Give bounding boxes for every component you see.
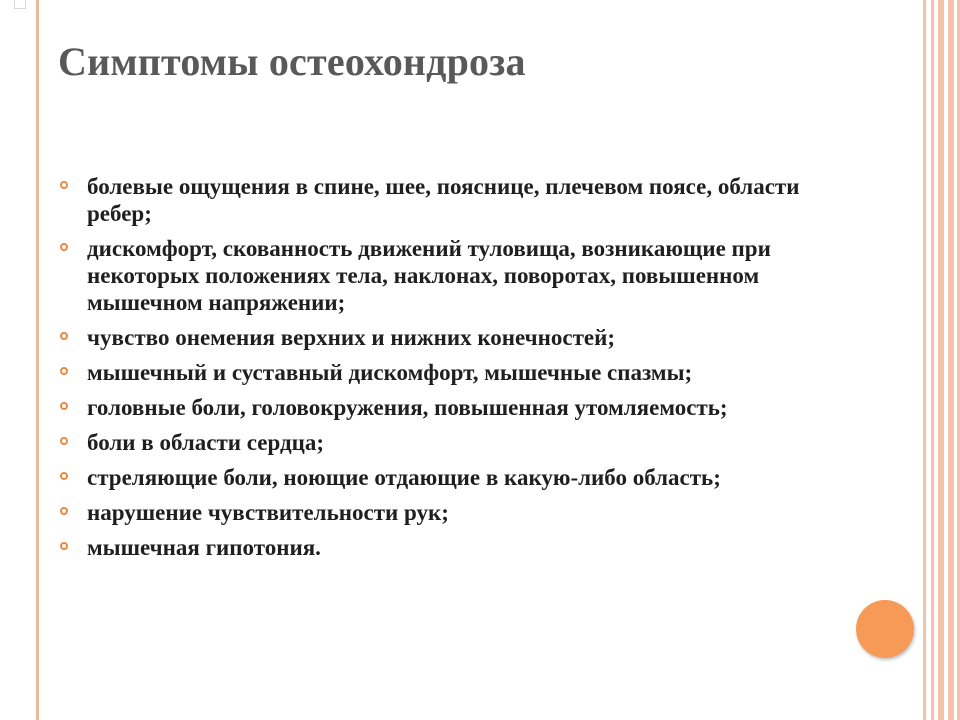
list-item [58,534,828,561]
list-item [58,394,828,421]
orange-ring-bullet-icon [60,472,68,480]
orange-circle-decoration [856,600,914,658]
list-item [58,324,828,351]
stripe [938,0,944,720]
list-item [58,173,828,227]
list-item [58,464,828,491]
orange-ring-bullet-icon [60,402,68,410]
left-border-line [36,0,39,720]
list-item [58,235,828,316]
list-item-text: мышечный и суставный дискомфорт, мышечные спазмы; [87,360,693,385]
symptom-list [58,173,828,569]
list-item-text: чувство онемения верхних и нижних конечностей; [87,325,616,350]
list-item-text: дискомфорт, скованность движений туловища, возникающие при некоторых положениях тела, наклонах, поворотах, повышенном мышечном напряжении; [87,236,771,315]
list-item-text: боли в области сердца; [87,430,325,455]
list-item-text: головные боли, головокружения, повышенная утомляемость; [87,395,728,420]
list-item [58,499,828,526]
stripe [923,0,926,720]
list-item-text: нарушение чувствительности рук; [87,500,449,525]
orange-ring-bullet-icon [60,437,68,445]
orange-ring-bullet-icon [60,507,68,515]
right-decorative-stripes [920,0,960,720]
orange-ring-bullet-icon [60,367,68,375]
orange-ring-bullet-icon [60,542,68,550]
corner-marker [14,0,26,9]
list-item [58,429,828,456]
orange-ring-bullet-icon [60,181,68,189]
stripe [931,0,934,720]
orange-ring-bullet-icon [60,332,68,340]
list-item-text: мышечная гипотония. [87,535,321,560]
list-item-text: болевые ощущения в спине, шее, пояснице, плечевом поясе, области ребер; [87,174,800,226]
list-item-text: стреляющие боли, ноющие отдающие в какую-либо область; [87,465,721,490]
list-item [58,359,828,386]
slide-title: Симптомы остеохондроза [58,39,526,84]
orange-ring-bullet-icon [60,243,68,251]
stripe [948,0,954,720]
